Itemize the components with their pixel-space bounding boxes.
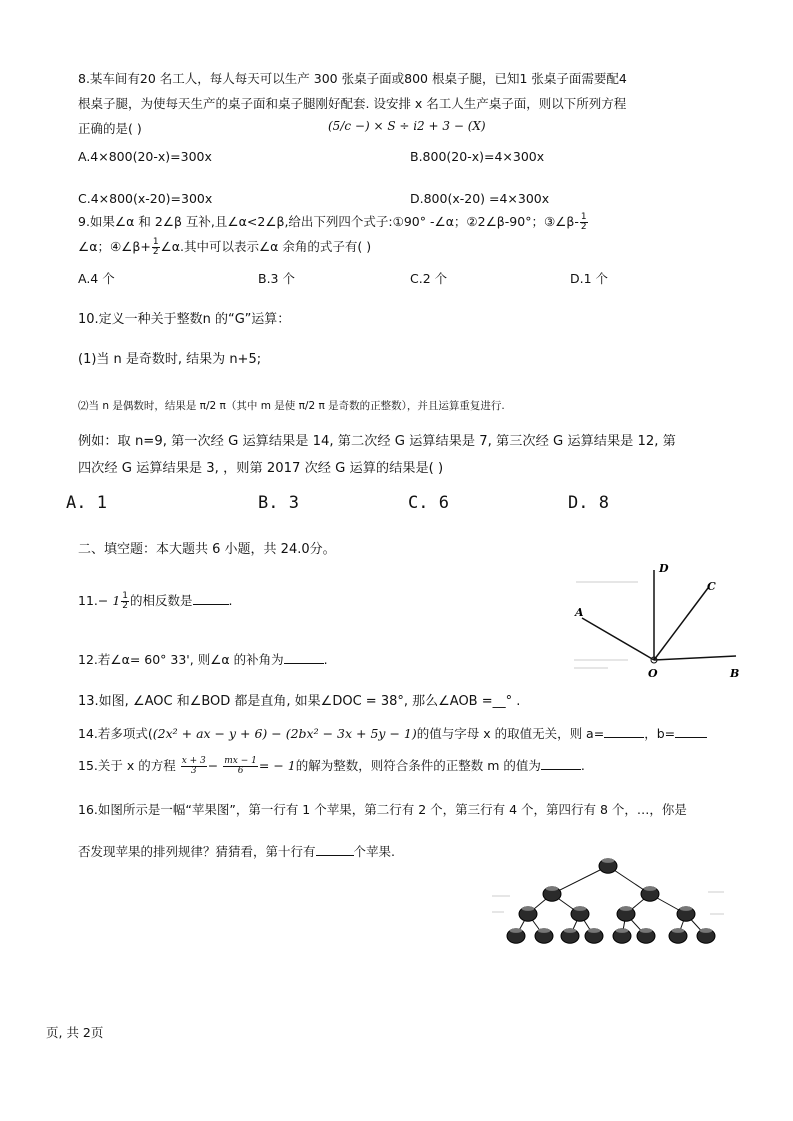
q16-line2: [78, 843, 395, 861]
apple-icon: [585, 928, 603, 943]
q15-f1-den: 3: [190, 766, 197, 776]
q8-option-a: A.4×800(20-x)=300x: [78, 149, 212, 164]
q9-fraction-half-2: [152, 238, 160, 257]
q15: [78, 757, 585, 776]
apple-icon: [669, 928, 687, 943]
q15-end: .: [580, 758, 585, 773]
q9-frac-den-2: 2: [152, 247, 159, 257]
apple-icon: [599, 858, 617, 873]
q8-stray-formula: (5/c −) × S ÷ i2 + 3 − (X): [328, 119, 486, 133]
q14: [78, 725, 707, 743]
q11-suffix: 的相反数是: [130, 593, 193, 608]
q16-line2-end: 个苹果.: [353, 844, 395, 859]
apple-icon: [519, 906, 537, 921]
q16-line2-text: 否发现苹果的排列规律？猜猜看，第十行有: [78, 844, 316, 859]
q11: [78, 592, 233, 611]
q9-fraction-half-1: [580, 213, 588, 232]
q10-title: 10.定义一种关于整数n 的“G”运算：: [78, 312, 291, 327]
q15-fraction-2: [223, 757, 258, 776]
q12-text: 12.若∠α= 60° 33', 则∠α 的补角为: [78, 652, 284, 667]
q9-frac-num: 1: [580, 212, 587, 222]
q11-prefix: 11.: [78, 593, 98, 608]
apple-tree-nodes: [507, 858, 715, 943]
apple-icon: [617, 906, 635, 921]
q14-b-blank[interactable]: [675, 725, 707, 738]
q15-prefix: 15.关于 x 的方程: [78, 758, 176, 773]
q9-option-d: D.1 个: [570, 271, 609, 286]
q8-option-b: B.800(20-x)=4×300x: [410, 149, 545, 164]
q10-example1: 例如：取 n=9, 第一次经 G 运算结果是 14, 第二次经 G 运算结果是 7, 第三次经 G 运算结果是 12, 第: [78, 434, 676, 449]
q10-rule2: ⑵当 n 是偶数时，结果是 π/2 π（其中 m 是使 π/2 π 是奇数的正整数），并且运算重复进行.: [78, 400, 505, 412]
q11-expr: − 1: [97, 593, 121, 608]
q9-frac-den: 2: [580, 222, 587, 232]
page-footer: 页, 共 2页: [46, 1025, 104, 1040]
ray-ob: [654, 656, 736, 660]
apple-tree-figure: [490, 852, 726, 952]
apple-icon: [507, 928, 525, 943]
q16-answer-blank[interactable]: [316, 843, 354, 856]
apple-icon: [637, 928, 655, 943]
q8-option-c: C.4×800(x-20)=300x: [78, 191, 213, 206]
q12-end: .: [323, 652, 328, 667]
q8-line1: 8.某车间有20 名工人，每人每天可以生产 300 张桌子面或800 根桌子腿，已知1 张桌子面需要配4: [78, 71, 627, 86]
label-o: O: [648, 667, 658, 680]
q11-end: .: [228, 593, 233, 608]
q8-line3: 正确的是( ): [78, 121, 142, 136]
q9-line1: [78, 213, 589, 232]
q15-fraction-1: [181, 757, 207, 776]
apple-icon: [543, 886, 561, 901]
q9-option-c: C.2 个: [410, 271, 448, 286]
label-b: B: [730, 667, 740, 680]
q13: 13.如图, ∠AOC 和∠BOD 都是直角, 如果∠DOC = 38°, 那么∠AOB =__° .: [78, 694, 521, 709]
apple-icon: [561, 928, 579, 943]
q10-rule1: (1)当 n 是奇数时, 结果为 n+5;: [78, 352, 262, 367]
q14-b-label: ，b=: [644, 726, 676, 741]
q9-option-a: A.4 个: [78, 271, 115, 286]
label-c: C: [707, 580, 716, 593]
q10-example2: 四次经 G 运算结果是 3, ，则第 2017 次经 G 运算的结果是( ): [78, 461, 444, 476]
q15-eq: = − 1: [258, 758, 296, 773]
q14-expr: (2x² + ax − y + 6) − (2bx² − 3x + 5y − 1): [152, 726, 417, 741]
q9-line2-tail: ∠α.其中可以表示∠α 余角的式子有( ): [160, 239, 372, 254]
q15-f2-den: 6: [237, 766, 244, 776]
q14-a-blank[interactable]: [604, 725, 644, 738]
angle-figure: [568, 560, 746, 684]
label-a: A: [575, 606, 584, 619]
apple-icon: [535, 928, 553, 943]
q15-minus: −: [207, 758, 219, 773]
q8-line2: 根桌子腿，为使每天生产的桌子面和桌子腿刚好配套. 设安排 x 名工人生产桌子面，则以下所列方程: [78, 96, 627, 111]
q12-answer-blank[interactable]: [284, 651, 324, 664]
q10-option-b: B. 3: [258, 493, 299, 513]
ray-oa: [582, 618, 654, 660]
q10-option-d: D. 8: [568, 493, 609, 513]
apple-tree-links: [516, 866, 706, 936]
q9-line1-text: 9.如果∠α 和 2∠β 互补,且∠α<2∠β,给出下列四个式子:①90° -∠α；②2∠β-90°；③∠β-: [78, 214, 579, 229]
q15-answer-blank[interactable]: [541, 757, 581, 770]
q11-fraction: [121, 592, 129, 611]
apple-icon: [571, 906, 589, 921]
q9-line2: [78, 238, 371, 257]
q10-option-c: C. 6: [408, 493, 449, 513]
section-2-heading: 二、填空题：本大题共 6 小题，共 24.0分。: [78, 542, 336, 557]
q9-frac-num-2: 1: [152, 237, 159, 247]
q14-prefix: 14.若多项式(: [78, 726, 153, 741]
q9-line2-text: ∠α；④∠β+: [78, 239, 151, 254]
label-d: D: [659, 562, 669, 575]
q15-f1-num: x + 3: [181, 756, 206, 766]
q16-line1: 16.如图所示是一幅“苹果图”，第一行有 1 个苹果，第二行有 2 个，第三行有 4 个，第四行有 8 个，…，你是: [78, 802, 687, 817]
q10-option-a: A. 1: [66, 493, 107, 513]
q8-option-d: D.800(x-20) =4×300x: [410, 191, 550, 206]
apple-icon: [697, 928, 715, 943]
q11-frac-den: 2: [122, 601, 129, 611]
q11-frac-num: 1: [122, 591, 129, 601]
apple-icon: [641, 886, 659, 901]
figure-scan-noise: [574, 582, 638, 668]
q15-suffix: 的解为整数，则符合条件的正整数 m 的值为: [295, 758, 541, 773]
q15-f2-num: mx − 1: [224, 756, 257, 766]
q12: [78, 651, 328, 669]
apple-icon: [677, 906, 695, 921]
ray-oc: [654, 588, 708, 660]
apple-icon: [613, 928, 631, 943]
q11-answer-blank[interactable]: [193, 592, 229, 605]
q14-mid: 的值与字母 x 的取值无关，则 a=: [416, 726, 605, 741]
q9-option-b: B.3 个: [258, 271, 295, 286]
apple-tree-link: [552, 866, 608, 894]
